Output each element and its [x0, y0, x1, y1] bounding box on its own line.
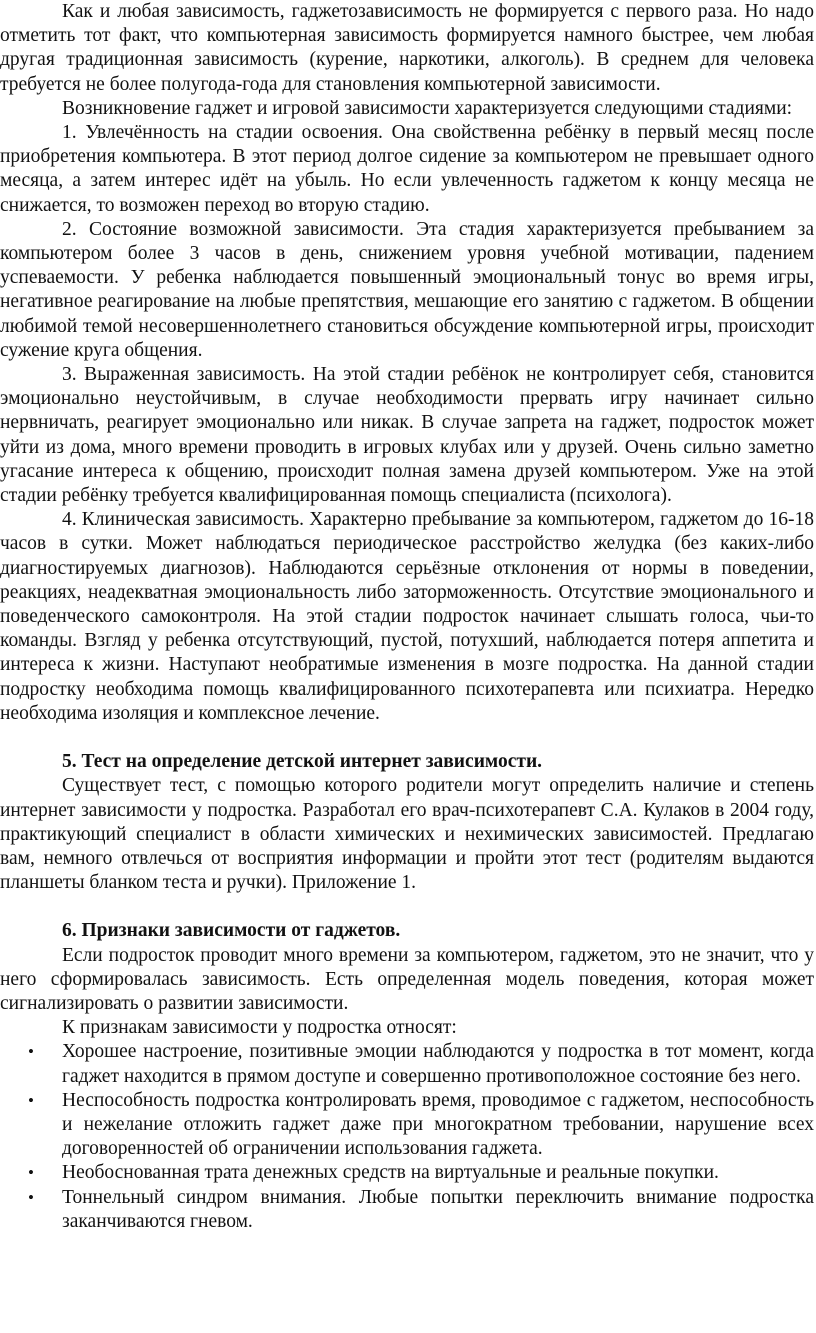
list-item-text: Тоннельный синдром внимания. Любые попытки переключить внимание подростка заканчиваются гневом.: [62, 1186, 814, 1232]
paragraph-stage-2: 2. Состояние возможной зависимости. Эта стадия характеризуется пребыванием за компьютером более 3 часов в день, снижением уровня учебной мотивации, падением успеваемости. У ребенка наблюдается повышенный эмоциональный тонус во время игры, негативное реагирование на любые препятствия, мешающие его занятию с гаджетом. В общении любимой темой несовершеннолетнего становиться обсуждение компьютерной игры, происходит сужение круга общения.: [0, 218, 814, 361]
section-5-text: Существует тест, с помощью которого родители могут определить наличие и степень интернет зависимости у подростка. Разработал его врач-психотерапевт С.А. Кулаков в 2004 году, практикующий специалист в области химических и нехимических зависимостей. Предлагаю вам, немного отвлечься от восприятия информации и пройти этот тест (родителям выдаются планшеты бланком теста и ручки). Приложение 1.: [0, 775, 814, 894]
list-item: [0, 1040, 814, 1088]
bullet-icon: •: [28, 1187, 34, 1207]
list-item: [0, 1161, 814, 1185]
section-5-heading: 5. Тест на определение детской интернет зависимости.: [62, 751, 543, 773]
list-item: [0, 1186, 814, 1234]
bullet-icon: •: [28, 1042, 34, 1062]
paragraph-stage-1: 1. Увлечённость на стадии освоения. Она свойственна ребёнку в первый месяц после приобретения компьютера. В этот период долгое сидение за компьютером не превышает одного месяца, а затем интерес идёт на убыль. Но если увлеченность гаджетом к концу месяца не снижается, то возможен переход во вторую стадию.: [0, 122, 814, 216]
list-item-text: Неспособность подростка контролировать время, проводимое с гаджетом, неспособность и нежелание отложить гаджет даже при многократном требовании, нарушение всех договоренностей об ограничении использования гаджета.: [62, 1089, 814, 1160]
list-item: [0, 1089, 814, 1162]
spacer: [0, 726, 814, 750]
list-item-text: Необоснованная трата денежных средств на виртуальные и реальные покупки.: [62, 1162, 719, 1184]
section-6-heading: 6. Признаки зависимости от гаджетов.: [62, 920, 401, 942]
section-6-text: Если подросток проводит много времени за компьютером, гаджетом, это не значит, что у него сформировалась зависимость. Есть определенная модель поведения, которая может сигнализировать о развитии зависимости.: [0, 944, 814, 1014]
paragraph-stage-3: 3. Выраженная зависимость. На этой стадии ребёнок не контролирует себя, становится эмоционально неустойчивым, в случае необходимости прервать игру начинает сильно нервничать, реагирует эмоционально или никак. В случае запрета на гаджет, подросток может уйти из дома, много времени проводить в игровых клубах или у друзей. Очень сильно заметно угасание интереса к общению, происходит полная замена друзей компьютером. Уже на этой стадии ребёнку требуется квалифицированная помощь специалиста (психолога).: [0, 364, 814, 507]
bullet-icon: •: [28, 1090, 34, 1110]
paragraph-intro: Как и любая зависимость, гаджетозависимость не формируется с первого раза. Но надо отметить тот факт, что компьютерная зависимость формируется намного быстрее, чем любая другая традиционная зависимость (курение, наркотики, алкоголь). В среднем для человека требуется не более полугода-года для становления компьютерной зависимости.: [0, 1, 814, 95]
paragraph-stage-4: 4. Клиническая зависимость. Характерно пребывание за компьютером, гаджетом до 16-18 часов в сутки. Может наблюдаться периодическое расстройство желудка (без каких-либо диагностируемых диагнозов). Наблюдаются серьёзные отклонения от нормы в поведении, реакциях, неадекватная эмоциональность либо заторможенность. Отсутствие эмоционального и поведенческого самоконтроля. На этой стадии подросток начинает слышать голоса, чьи-то команды. Взгляд у ребенка отсутствующий, пустой, потухший, наблюдается потеря аппетита и интереса к жизни. Наступают необратимые изменения в мозге подростка. На данной стадии подростку необходима помощь квалифицированного психотерапевта или психиатра. Нередко необходима изоляция и комплексное лечение.: [0, 509, 814, 724]
signs-list: [0, 1040, 814, 1234]
spacer: [0, 895, 814, 919]
bullet-icon: •: [28, 1163, 34, 1183]
paragraph-stages-intro: Возникновение гаджет и игровой зависимости характеризуется следующими стадиями:: [62, 97, 793, 119]
section-6-intro: К признакам зависимости у подростка относят:: [62, 1017, 457, 1039]
list-item-text: Хорошее настроение, позитивные эмоции наблюдаются у подростка в тот момент, когда гаджет находится в прямом доступе и совершенно противоположное состояние без него.: [62, 1041, 814, 1087]
